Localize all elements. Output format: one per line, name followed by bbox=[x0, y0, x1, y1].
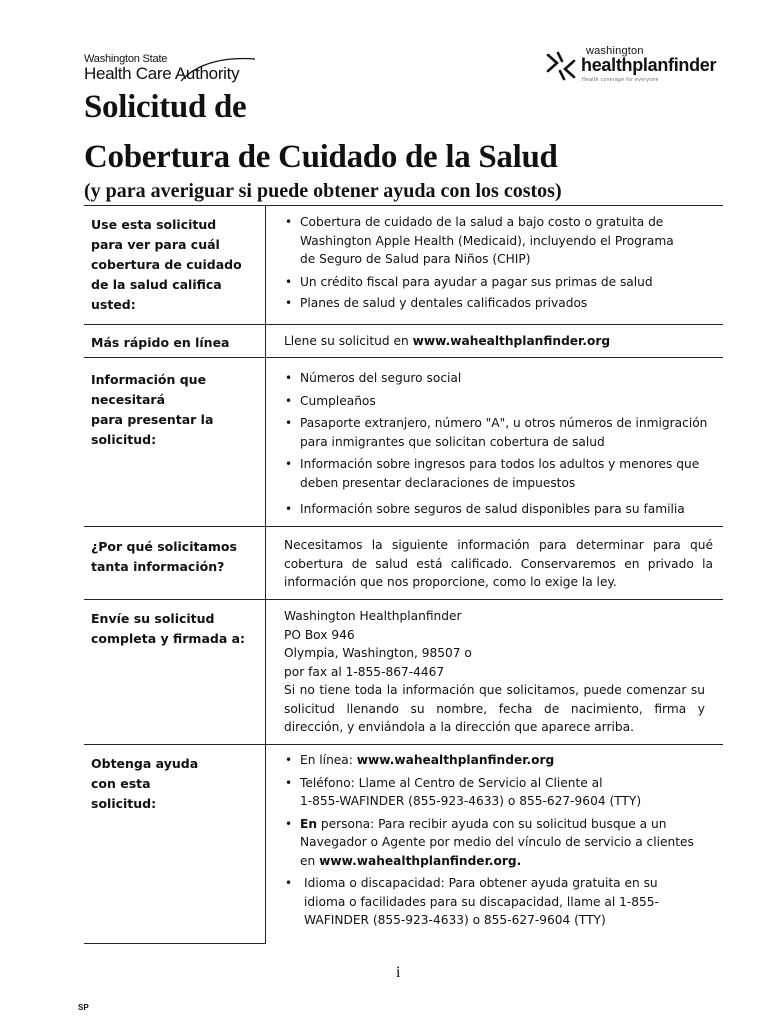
website-link[interactable]: www.wahealthplanfinder.org bbox=[412, 334, 611, 348]
page-number: i bbox=[396, 964, 401, 981]
label-line: solicitud: bbox=[91, 432, 157, 447]
partial-info-note: Si no tiene toda la información que solicitamos, puede comenzar su solicitud llenando su nombre, fecha de nacimiento, firma y dirección, y enviándola a la dirección que aparece arriba. bbox=[284, 683, 705, 734]
label-line: para presentar la bbox=[91, 412, 214, 427]
label-line: Use esta solicitud bbox=[91, 217, 217, 232]
label-line: completa y firmada a: bbox=[91, 631, 246, 646]
label-line: tanta información? bbox=[91, 559, 225, 574]
row-divider bbox=[84, 744, 723, 745]
hpf-logo-brand: healthplanfinder bbox=[581, 55, 717, 75]
row-divider bbox=[84, 599, 723, 600]
label-line: cobertura de cuidado bbox=[91, 257, 242, 272]
label-line: necesitará bbox=[91, 392, 165, 407]
row-content-needed bbox=[284, 369, 714, 519]
website-link[interactable]: www.wahealthplanfinder.org. bbox=[319, 853, 522, 868]
label-line: Envíe su solicitud bbox=[91, 611, 215, 626]
help-language-item bbox=[284, 874, 714, 930]
hca-logo-line1: Washington State bbox=[84, 53, 168, 65]
row-label-use bbox=[91, 215, 256, 315]
help-phone-item bbox=[284, 774, 714, 811]
label-line: Obtenga ayuda bbox=[91, 756, 199, 771]
list-item: • Información sobre ingresos para todos los adultos y menores que deben presentar declaraciones de impuestos bbox=[284, 455, 715, 492]
row-divider bbox=[84, 526, 723, 527]
row-label-send bbox=[91, 609, 256, 649]
label-line: usted: bbox=[91, 297, 136, 312]
list-item: • Cumpleaños bbox=[284, 392, 714, 411]
list-item: • Planes de salud y dentales calificados privados bbox=[284, 294, 714, 313]
label-line: Información que bbox=[91, 372, 207, 387]
label-line: con esta bbox=[91, 776, 151, 791]
hca-logo-line2: Health Care Authority bbox=[84, 64, 240, 83]
row-label-help bbox=[91, 754, 256, 814]
online-prefix: En línea: bbox=[300, 753, 357, 767]
address-line: Washington Healthplanfinder bbox=[284, 609, 462, 623]
table-bottom-rule bbox=[84, 943, 266, 944]
table-top-rule bbox=[84, 205, 723, 206]
hpf-star-icon bbox=[545, 49, 577, 83]
row-content-why: Necesitamos la siguiente información para determinar para qué cobertura de salud está calificado. Conservaremos en privado la información que nos proporcione, como lo exige la ley. bbox=[284, 538, 713, 589]
language-line: • Idioma o discapacidad: Para obtener ayuda gratuita en su bbox=[304, 876, 658, 890]
row-content-send bbox=[284, 607, 705, 737]
hca-logo bbox=[84, 53, 274, 87]
title-line2: Cobertura de Cuidado de la Salud bbox=[84, 139, 558, 175]
hpf-logo-tagline: Health coverage for everyone bbox=[582, 77, 659, 83]
row-label-online bbox=[91, 333, 256, 353]
subtitle: (y para averiguar si puede obtener ayuda con los costos) bbox=[84, 180, 562, 202]
website-link[interactable]: www.wahealthplanfinder.org bbox=[356, 753, 555, 767]
row-divider bbox=[84, 324, 723, 325]
list-item: • Un crédito fiscal para ayudar a pagar sus primas de salud bbox=[284, 273, 714, 292]
language-line: idioma o facilidades para su discapacidad, llame al 1-855- bbox=[304, 894, 659, 909]
phone-line: 1-855-WAFINDER (855-923-4633) o 855-627-9604 (TTY) bbox=[300, 794, 642, 808]
row-label-why bbox=[91, 537, 256, 577]
label-line: ¿Por qué solicitamos bbox=[91, 539, 237, 554]
address-line: Olympia, Washington, 98507 o bbox=[284, 646, 472, 660]
fax-line: por fax al 1-855-867-4467 bbox=[284, 664, 445, 679]
list-item: • Información sobre seguros de salud disponibles para su familia bbox=[284, 500, 714, 519]
help-online-item bbox=[284, 751, 714, 770]
person-text: persona: Para recibir ayuda con su solicitud busque a un Navegador o Agente por medio del vínculo de servicio a clientes en bbox=[300, 816, 694, 868]
row-content-online bbox=[284, 332, 714, 351]
label-line: de la salud califica bbox=[91, 277, 222, 292]
label-line: solicitud: bbox=[91, 796, 157, 811]
address-line: PO Box 946 bbox=[284, 627, 355, 642]
language-line: WAFINDER (855-923-4633) o 855-627-9604 (TTY) bbox=[304, 913, 606, 927]
label-line: Más rápido en línea bbox=[91, 335, 230, 350]
hca-swoosh-icon bbox=[179, 57, 259, 85]
row-content-use bbox=[284, 213, 714, 313]
row-divider bbox=[84, 357, 723, 358]
person-bold: En bbox=[300, 816, 318, 831]
row-content-help bbox=[284, 751, 714, 930]
column-divider bbox=[265, 205, 266, 944]
title-line1: Solicitud de bbox=[84, 89, 247, 125]
phone-line: • Teléfono: Llame al Centro de Servicio al Cliente al bbox=[300, 775, 603, 790]
list-item: • Pasaporte extranjero, número "A", u otros números de inmigración para inmigrantes que solicitan cobertura de salud bbox=[284, 414, 720, 451]
hpf-logo-small: washington bbox=[586, 45, 644, 57]
list-item: • Cobertura de cuidado de la salud a bajo costo o gratuita de Washington Apple Health (Medicaid), incluyendo el Programa de Seguro de Salud para Niños (CHIP) bbox=[284, 213, 675, 269]
healthplanfinder-logo bbox=[545, 45, 720, 87]
list-item: • Números del seguro social bbox=[284, 369, 714, 388]
help-person-item bbox=[284, 815, 700, 871]
online-text: Llene su solicitud en bbox=[284, 334, 413, 348]
label-line: para ver para cuál bbox=[91, 237, 220, 252]
form-code: SP bbox=[78, 1003, 89, 1012]
row-label-needed bbox=[91, 370, 256, 450]
